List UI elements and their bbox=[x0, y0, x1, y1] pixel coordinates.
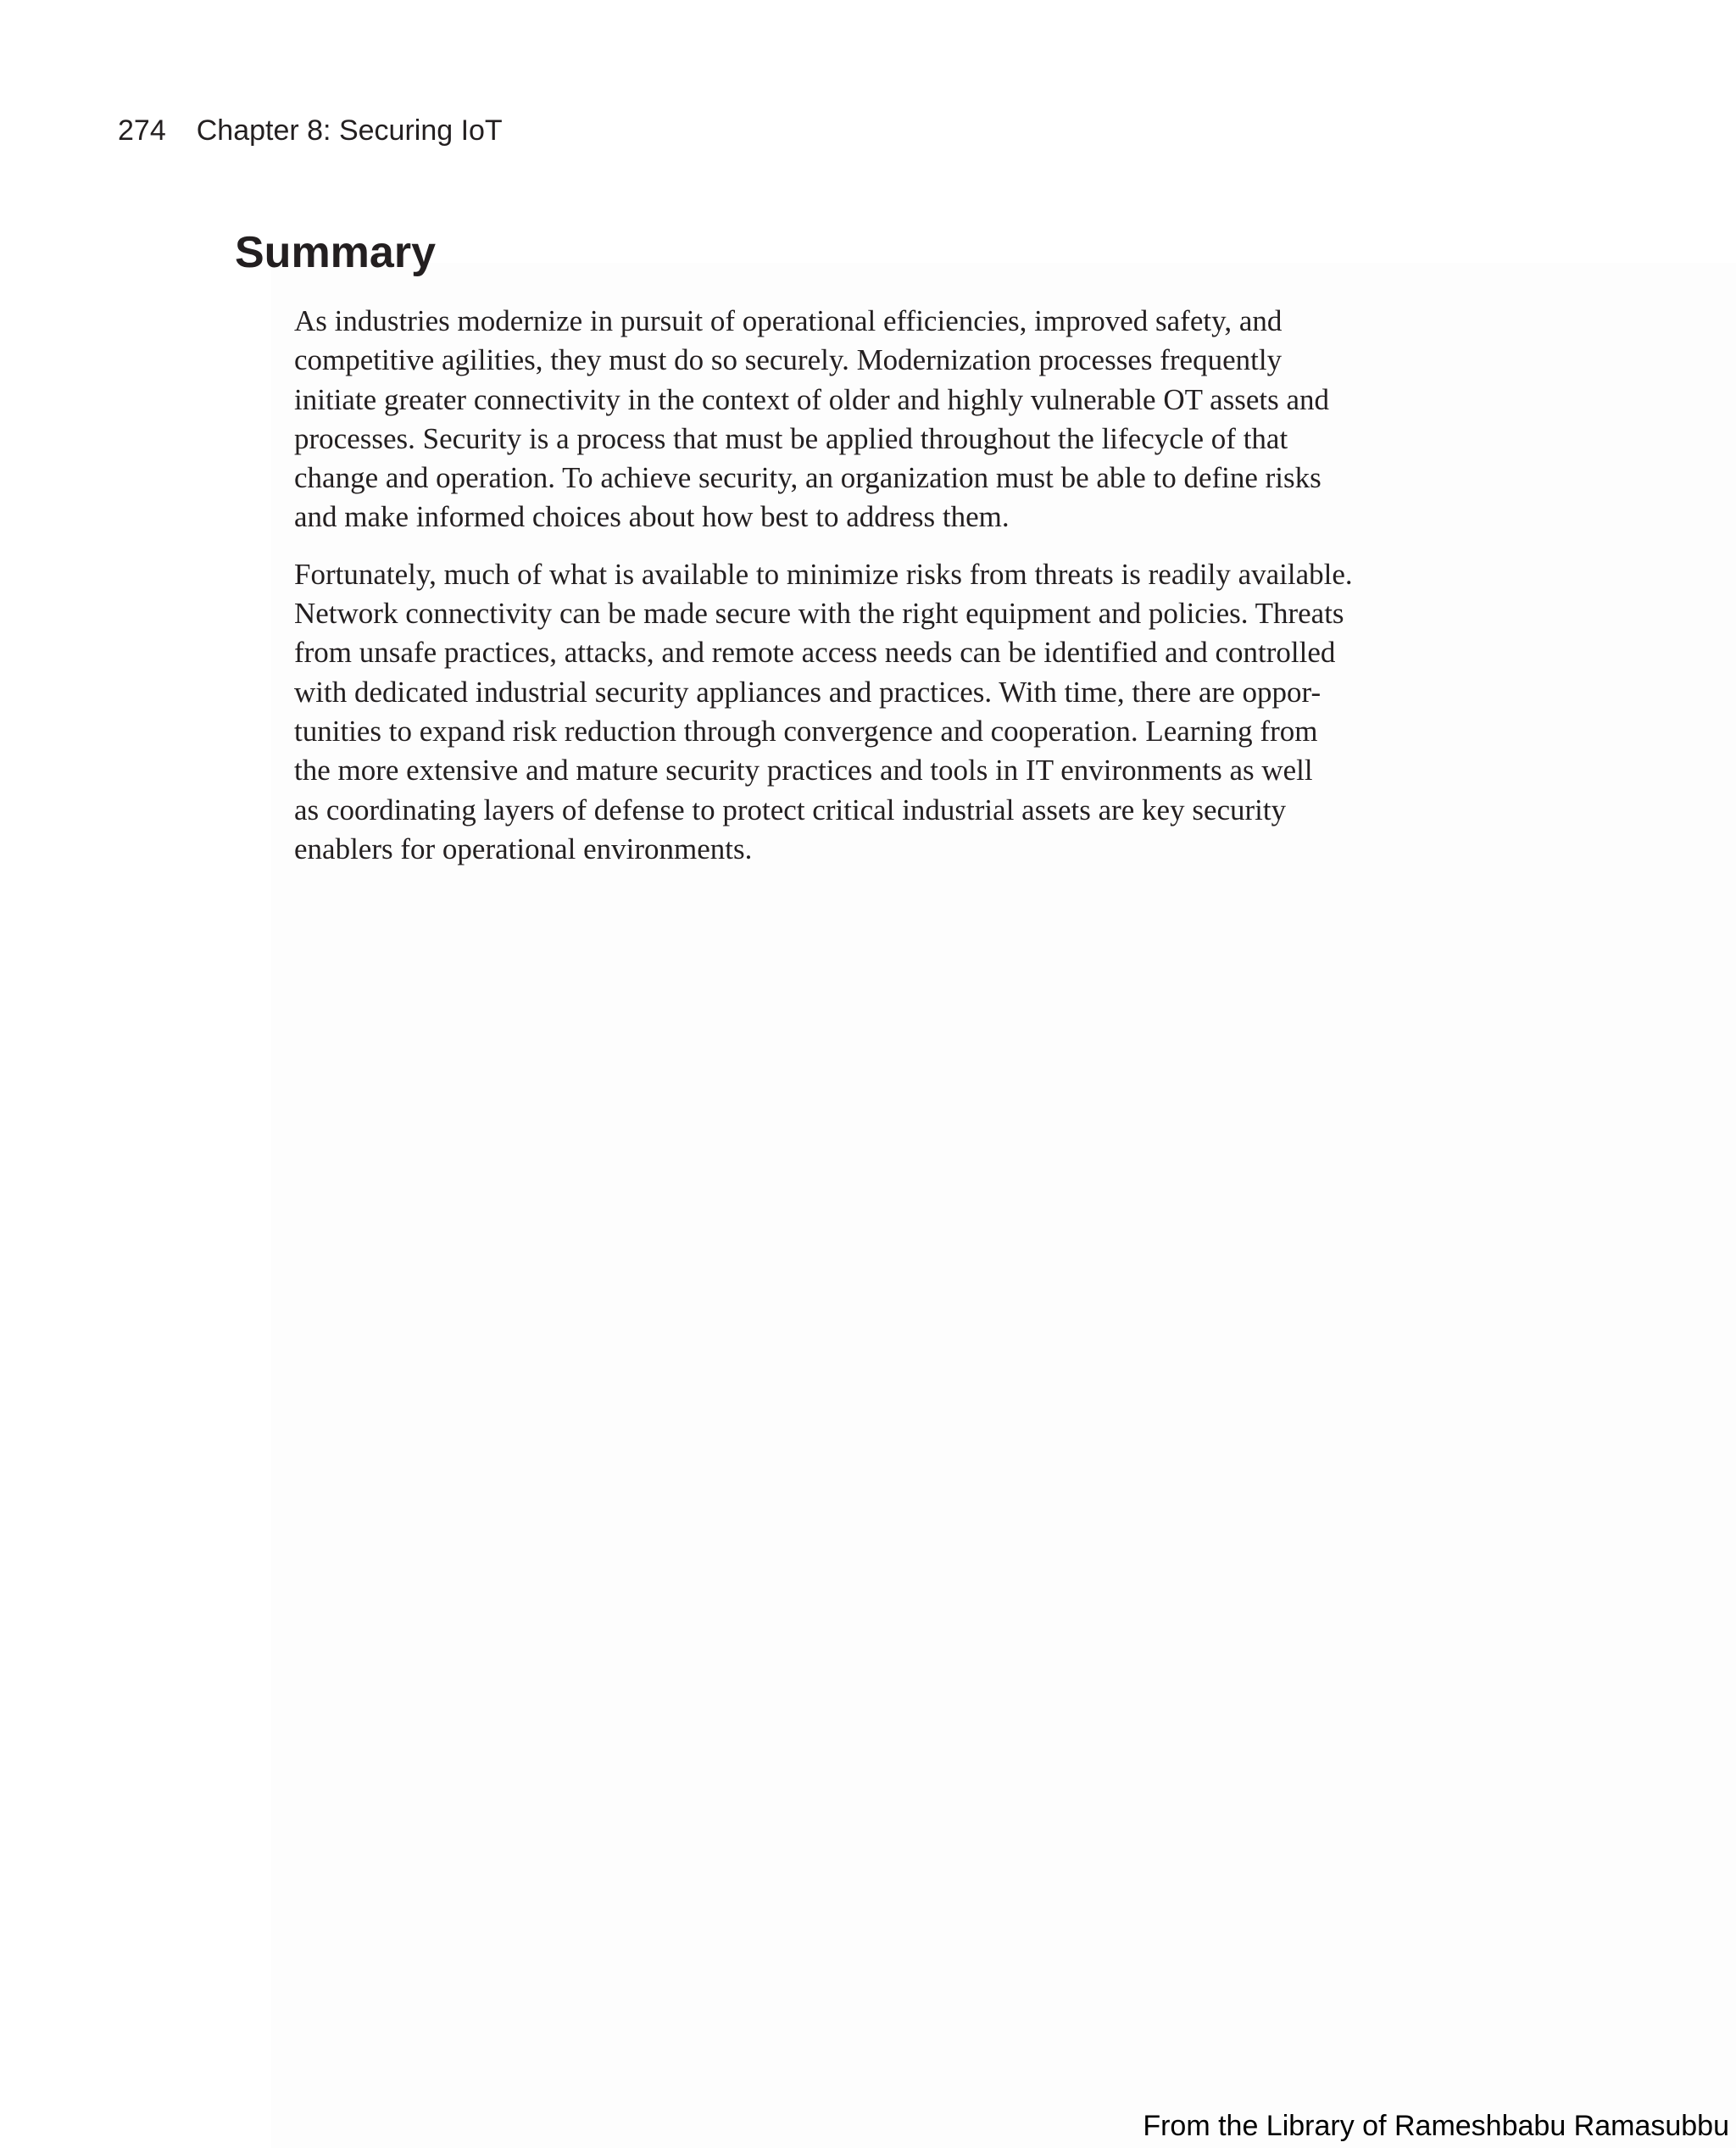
paragraph bbox=[294, 302, 1455, 537]
text-line: processes. Security is a process that must be applied throughout the lifecycle of that bbox=[294, 421, 1288, 455]
text-line: tunities to expand risk reduction through convergence and cooperation. Learning from bbox=[294, 714, 1318, 748]
text-line: as coordinating layers of defense to protect critical industrial assets are key security bbox=[294, 793, 1287, 826]
running-header bbox=[118, 112, 503, 149]
text-line: competitive agilities, they must do so securely. Modernization processes frequently bbox=[294, 343, 1283, 377]
library-watermark: From the Library of Rameshbabu Ramasubbu bbox=[1143, 2110, 1729, 2142]
text-line: initiate greater connectivity in the context of older and highly vulnerable OT assets and bbox=[294, 382, 1330, 416]
text-line: Fortunately, much of what is available to minimize risks from threats is readily available. bbox=[294, 557, 1353, 591]
text-line: As industries modernize in pursuit of operational efficiencies, improved safety, and bbox=[294, 304, 1283, 337]
text-line: with dedicated industrial security appliances and practices. With time, there are oppor- bbox=[294, 675, 1321, 709]
summary-body bbox=[294, 302, 1455, 869]
text-line: the more extensive and mature security practices and tools in IT environments as well bbox=[294, 754, 1313, 787]
section-title: Summary bbox=[235, 228, 436, 277]
text-line: enablers for operational environments. bbox=[294, 832, 753, 865]
page-number: 274 bbox=[118, 114, 166, 147]
text-line: from unsafe practices, attacks, and remote access needs can be identified and controlled bbox=[294, 636, 1336, 670]
text-line: change and operation. To achieve security, an organization must be able to define risks bbox=[294, 461, 1321, 495]
chapter-title: Chapter 8: Securing IoT bbox=[196, 114, 503, 147]
paragraph bbox=[294, 555, 1455, 869]
text-line: Network connectivity can be made secure with the right equipment and policies. Threats bbox=[294, 597, 1344, 631]
text-line: and make informed choices about how best to address them. bbox=[294, 500, 1010, 534]
